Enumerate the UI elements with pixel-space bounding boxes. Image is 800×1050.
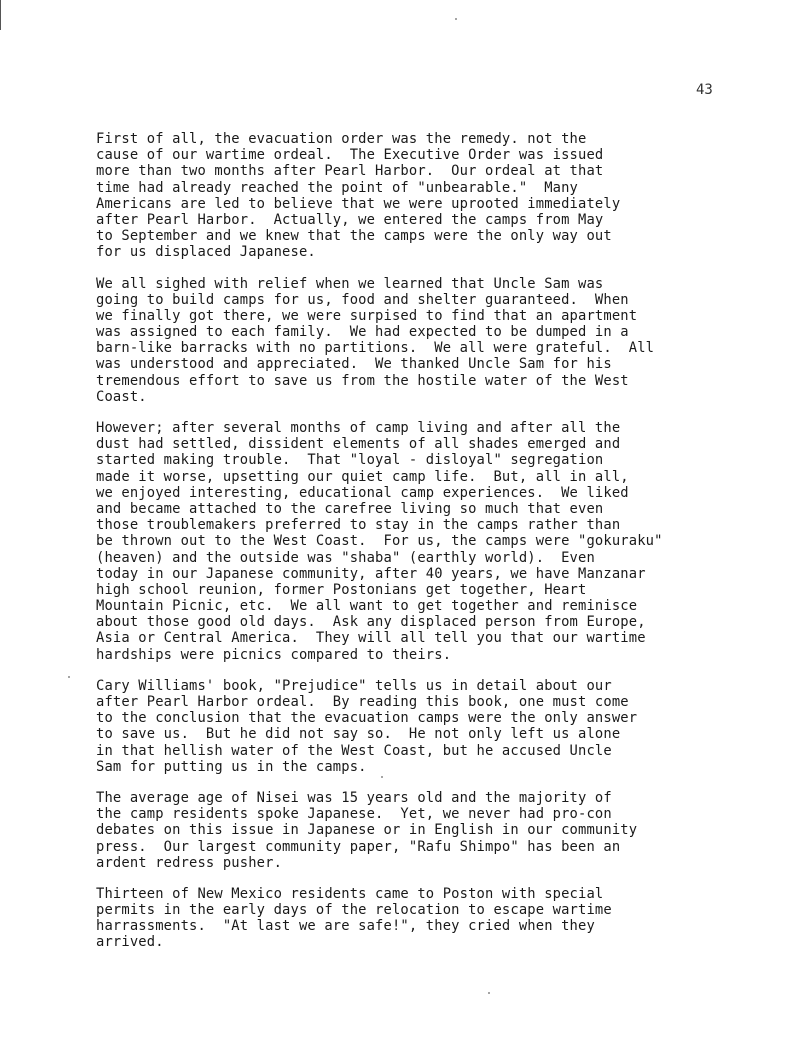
- text-line: permits in the early days of the relocation to escape wartime: [96, 902, 612, 919]
- text-line: was assigned to each family. We had expected to be dumped in a: [96, 324, 629, 341]
- paragraph: [96, 276, 776, 406]
- text-line: was understood and appreciated. We thanked Uncle Sam for his: [96, 356, 612, 373]
- text-line: We all sighed with relief when we learned that Uncle Sam was: [96, 275, 604, 292]
- text-line: to save us. But he did not say so. He not only left us alone: [96, 726, 621, 743]
- text-line: Asia or Central America. They will all tell you that our wartime: [96, 630, 646, 647]
- text-line: started making trouble. That "loyal - disloyal" segregation: [96, 452, 604, 469]
- text-line: and became attached to the carefree living so much that even: [96, 500, 604, 517]
- paragraph: [96, 678, 776, 775]
- text-line: we finally got there, we were surpised to find that an apartment: [96, 307, 638, 324]
- text-line: the camp residents spoke Japanese. Yet, we never had pro-con: [96, 806, 612, 823]
- paragraph: [96, 420, 776, 663]
- text-line: ardent redress pusher.: [96, 854, 283, 871]
- scan-speck: [455, 18, 457, 20]
- text-line: after Pearl Harbor. Actually, we entered the camps from May: [96, 211, 604, 228]
- text-line: Sam for putting us in the camps.: [96, 758, 367, 775]
- text-line: tremendous effort to save us from the hostile water of the West: [96, 372, 629, 389]
- text-line: after Pearl Harbor ordeal. By reading this book, one must come: [96, 694, 629, 710]
- text-line: we enjoyed interesting, educational camp experiences. We liked: [96, 484, 629, 501]
- text-line: cause of our wartime ordeal. The Executive Order was issued: [96, 147, 604, 164]
- text-line: high school reunion, former Postonians get together, Heart: [96, 581, 587, 598]
- scan-speck: [68, 676, 70, 678]
- text-line: However; after several months of camp living and after all the: [96, 420, 621, 436]
- text-line: more than two months after Pearl Harbor. Our ordeal at that: [96, 163, 604, 180]
- text-line: to September and we knew that the camps were the only way out: [96, 228, 612, 245]
- scan-edge-mark: [0, 0, 1, 30]
- page-number: 43: [696, 82, 713, 98]
- text-line: hardships were picnics compared to theirs.: [96, 646, 452, 663]
- text-line: in that hellish water of the West Coast, but he accused Uncle: [96, 742, 612, 759]
- text-line: First of all, the evacuation order was the remedy. not the: [96, 131, 587, 147]
- text-line: Cary Williams' book, "Prejudice" tells us in detail about our: [96, 677, 612, 694]
- text-line: arrived.: [96, 934, 164, 951]
- paragraph: [96, 790, 776, 871]
- text-line: Mountain Picnic, etc. We all want to get together and reminisce: [96, 598, 638, 615]
- text-line: time had already reached the point of "unbearable." Many: [96, 179, 579, 196]
- text-line: to the conclusion that the evacuation camps were the only answer: [96, 710, 638, 727]
- text-line: about those good old days. Ask any displaced person from Europe,: [96, 614, 646, 631]
- text-line: Thirteen of New Mexico residents came to Poston with special: [96, 885, 604, 902]
- paragraph: [96, 131, 776, 261]
- text-line: debates on this issue in Japanese or in English in our community: [96, 822, 638, 839]
- text-line: made it worse, upsetting our quiet camp life. But, all in all,: [96, 468, 629, 485]
- scan-speck: [488, 992, 490, 994]
- text-line: today in our Japanese community, after 40 years, we have Manzanar: [96, 565, 646, 582]
- text-line: Coast.: [96, 388, 147, 405]
- text-line: (heaven) and the outside was "shaba" (earthly world). Even: [96, 549, 595, 566]
- text-line: dust had settled, dissident elements of all shades emerged and: [96, 436, 621, 453]
- text-line: barn-like barracks with no partitions. We all were grateful. All: [96, 340, 655, 357]
- paragraph: [96, 886, 776, 951]
- text-line: going to build camps for us, food and shelter guaranteed. When: [96, 291, 629, 308]
- text-line: press. Our largest community paper, "Rafu Shimpo" has been an: [96, 838, 621, 855]
- text-line: Americans are led to believe that we were uprooted immediately: [96, 195, 621, 212]
- text-line: those troublemakers preferred to stay in the camps rather than: [96, 517, 621, 534]
- text-line: harrassments. "At last we are safe!", they cried when they: [96, 918, 595, 935]
- text-line: be thrown out to the West Coast. For us, the camps were "gokuraku": [96, 533, 663, 550]
- text-line: for us displaced Japanese.: [96, 244, 316, 261]
- text-line: The average age of Nisei was 15 years old and the majority of: [96, 789, 612, 806]
- document-body: [96, 131, 776, 966]
